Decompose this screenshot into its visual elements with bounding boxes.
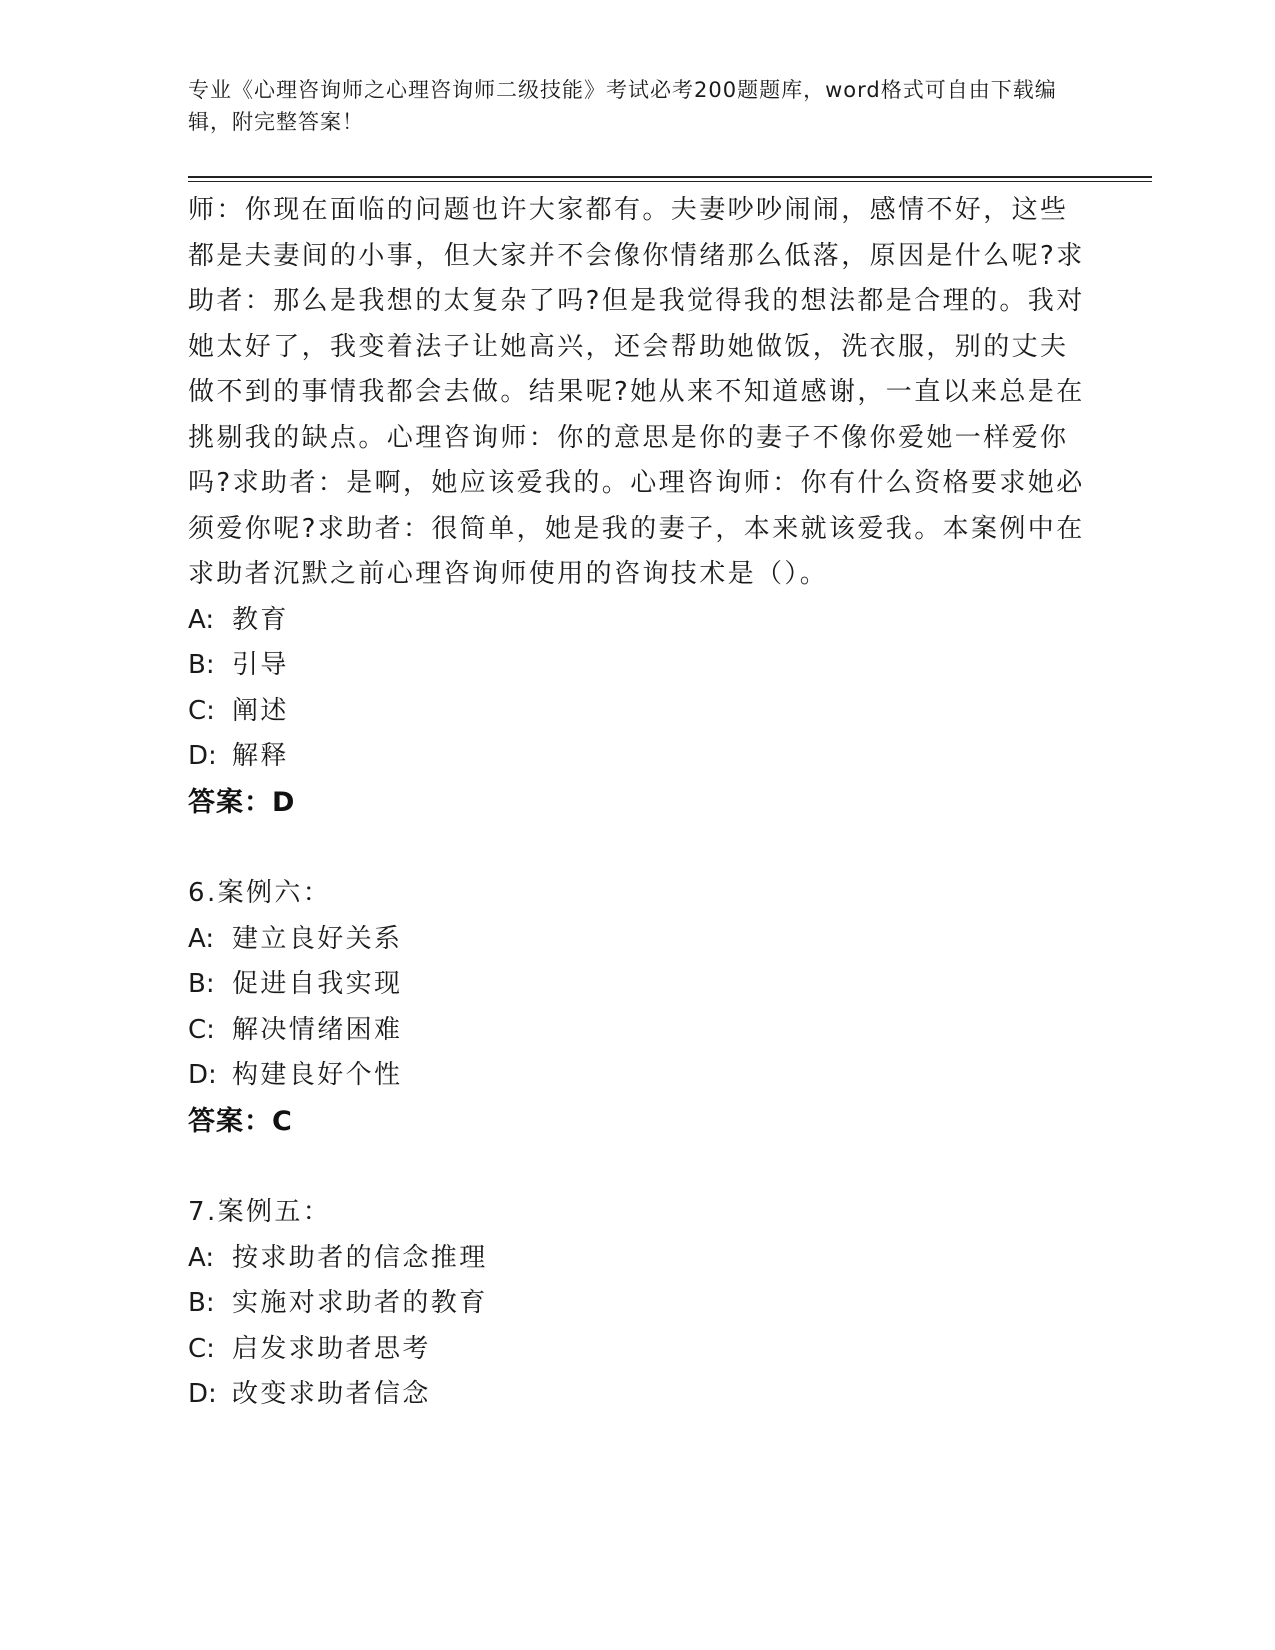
document-header: 专业《心理咨询师之心理咨询师二级技能》考试必考200题题库，word格式可自由下载编辑，附完整答案！ bbox=[188, 78, 1057, 134]
option-text: 教育 bbox=[232, 604, 289, 635]
option-text: 促进自我实现 bbox=[232, 969, 403, 999]
option-b bbox=[188, 1281, 1088, 1327]
option-text: 构建良好个性 bbox=[232, 1060, 403, 1090]
question-7 bbox=[188, 1190, 1088, 1418]
header-divider-thick bbox=[188, 176, 1152, 178]
option-c bbox=[188, 1327, 1088, 1373]
option-text: 解决情绪困难 bbox=[232, 1014, 403, 1045]
option-d bbox=[188, 1372, 1088, 1418]
option-b bbox=[188, 962, 1088, 1008]
option-text: 改变求助者信念 bbox=[232, 1379, 431, 1409]
option-c bbox=[188, 689, 1088, 735]
option-a bbox=[188, 917, 1088, 963]
spacer bbox=[188, 1144, 1088, 1190]
question-title: 7.案例五： bbox=[188, 1197, 332, 1227]
question-title: 6.案例六： bbox=[188, 878, 332, 908]
question-passage: 师：你现在面临的问题也许大家都有。夫妻吵吵闹闹，感情不好，这些都是夫妻间的小事，但大家并不会像你情绪那么低落，原因是什么呢?求助者：那么是我想的太复杂了吗?但是我觉得我的想法都是合理的。我对她太好了，我变着法子让她高兴，还会帮助她做饭，洗衣服，别的丈夫做不到的事情我都会去做。结果呢?她从来不知道感谢，一直以来总是在挑剔我的缺点。心理咨询师：你的意思是你的妻子不像你爱她一样爱你吗?求助者：是啊，她应该爱我的。心理咨询师：你有什么资格要求她必须爱你呢?求助者：很简单，她是我的妻子，本来就该爱我。本案例中在求助者沉默之前心理咨询师使用的咨询技术是（）。 bbox=[188, 195, 1085, 589]
header-divider-thin bbox=[188, 181, 1152, 182]
option-letter: A: bbox=[188, 1242, 215, 1273]
question-5 bbox=[188, 188, 1088, 825]
option-letter: B: bbox=[188, 650, 215, 680]
option-text: 解释 bbox=[232, 741, 289, 771]
option-letter: D: bbox=[188, 741, 217, 771]
option-letter: D: bbox=[188, 1060, 217, 1090]
option-text: 按求助者的信念推理 bbox=[232, 1242, 488, 1273]
option-d bbox=[188, 734, 1088, 780]
option-text: 实施对求助者的教育 bbox=[232, 1288, 488, 1318]
option-letter: B: bbox=[188, 1288, 215, 1318]
option-letter: C: bbox=[188, 1014, 215, 1045]
option-letter: C: bbox=[188, 1333, 215, 1364]
option-d bbox=[188, 1053, 1088, 1099]
option-letter: A: bbox=[188, 604, 215, 635]
question-6 bbox=[188, 871, 1088, 1144]
option-c bbox=[188, 1008, 1088, 1054]
option-a bbox=[188, 598, 1088, 644]
answer-line: 答案：C bbox=[188, 1105, 293, 1137]
option-text: 建立良好关系 bbox=[232, 923, 403, 954]
option-text: 启发求助者思考 bbox=[232, 1333, 431, 1364]
option-letter: C: bbox=[188, 695, 215, 726]
option-text: 引导 bbox=[232, 650, 289, 680]
option-b bbox=[188, 643, 1088, 689]
option-text: 阐述 bbox=[232, 695, 289, 726]
answer-line: 答案：D bbox=[188, 786, 296, 818]
option-a bbox=[188, 1236, 1088, 1282]
spacer bbox=[188, 825, 1088, 871]
option-letter: B: bbox=[188, 969, 215, 999]
option-letter: A: bbox=[188, 923, 215, 954]
option-letter: D: bbox=[188, 1379, 217, 1409]
document-body bbox=[188, 188, 1088, 1418]
